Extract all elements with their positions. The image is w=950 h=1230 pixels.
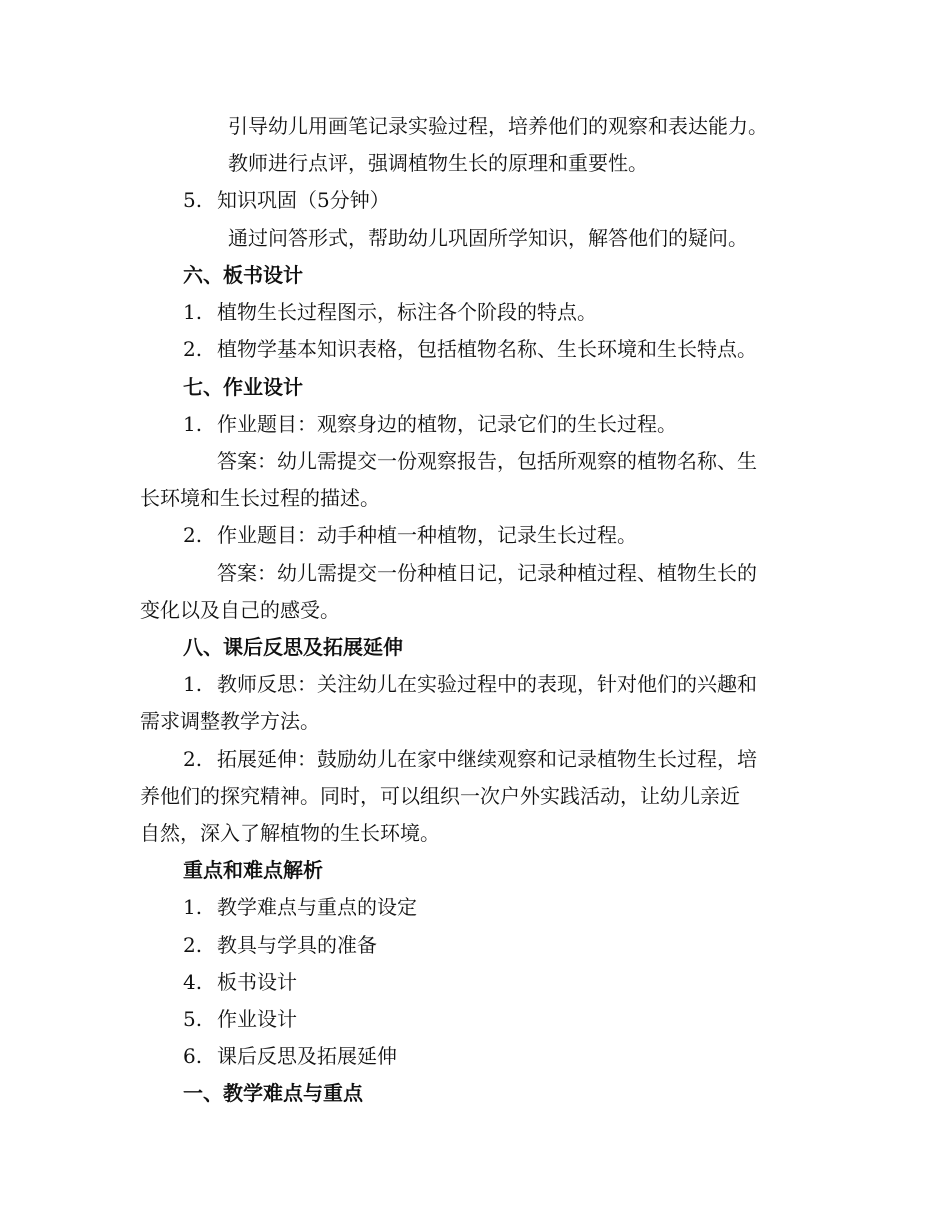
list-number: 6. xyxy=(183,1044,203,1068)
paragraph-line: 自然，深入了解植物的生长环境。 xyxy=(140,821,440,845)
list-number: 5. xyxy=(183,1007,203,1031)
list-item-text: 板书设计 xyxy=(217,970,297,994)
list-item-text: 植物生长过程图示，标注各个阶段的特点。 xyxy=(217,300,597,324)
list-item xyxy=(183,1042,397,1070)
list-item xyxy=(183,1005,297,1033)
section-heading: 一、教学难点与重点 xyxy=(183,1081,363,1105)
list-number: 1. xyxy=(183,300,203,324)
paragraph-line: 教师进行点评，强调植物生长的原理和重要性。 xyxy=(228,151,648,175)
list-number: 1. xyxy=(183,895,203,919)
section-heading: 七、作业设计 xyxy=(183,375,303,399)
list-number: 1. xyxy=(183,412,203,436)
paragraph-line: 答案：幼儿需提交一份观察报告，包括所观察的植物名称、生 xyxy=(217,449,757,473)
paragraph-line: 需求调整教学方法。 xyxy=(140,709,320,733)
paragraph-line: 养他们的探究精神。同时，可以组织一次户外实践活动，让幼儿亲近 xyxy=(140,784,740,808)
list-item-text: 拓展延伸：鼓励幼儿在家中继续观察和记录植物生长过程，培 xyxy=(217,747,757,771)
list-item-text: 作业题目：动手种植一种植物，记录生长过程。 xyxy=(217,523,637,547)
section-heading: 六、板书设计 xyxy=(183,263,303,287)
list-number: 2. xyxy=(183,337,203,361)
list-item xyxy=(183,521,637,549)
section-heading: 八、课后反思及拓展延伸 xyxy=(183,635,403,659)
paragraph-line: 变化以及自己的感受。 xyxy=(140,598,340,622)
list-item-text: 植物学基本知识表格，包括植物名称、生长环境和生长特点。 xyxy=(217,337,757,361)
list-item-text: 教师反思：关注幼儿在实验过程中的表现，针对他们的兴趣和 xyxy=(217,672,757,696)
paragraph-line: 通过问答形式，帮助幼儿巩固所学知识，解答他们的疑问。 xyxy=(228,226,748,250)
section-heading: 重点和难点解析 xyxy=(183,858,323,882)
list-number: 2. xyxy=(183,523,203,547)
list-number: 4. xyxy=(183,970,203,994)
list-item-text: 作业题目：观察身边的植物，记录它们的生长过程。 xyxy=(217,412,677,436)
list-item xyxy=(183,186,390,214)
list-item xyxy=(183,410,677,438)
paragraph-line: 引导幼儿用画笔记录实验过程，培养他们的观察和表达能力。 xyxy=(228,114,768,138)
paragraph-line: 答案：幼儿需提交一份种植日记，记录种植过程、植物生长的 xyxy=(217,561,757,585)
paragraph-line: 长环境和生长过程的描述。 xyxy=(140,486,380,510)
list-number: 2. xyxy=(183,933,203,957)
list-item xyxy=(183,335,757,363)
list-item xyxy=(183,298,597,326)
list-item xyxy=(183,745,757,773)
list-item-text: 教具与学具的准备 xyxy=(217,933,377,957)
list-item-text: 作业设计 xyxy=(217,1007,297,1031)
list-item xyxy=(183,931,377,959)
list-item-text: 课后反思及拓展延伸 xyxy=(217,1044,397,1068)
list-item xyxy=(183,968,297,996)
list-item xyxy=(183,893,417,921)
list-number: 1. xyxy=(183,672,203,696)
list-item-text: 教学难点与重点的设定 xyxy=(217,895,417,919)
list-item-text: 知识巩固（5分钟） xyxy=(217,188,390,212)
list-item xyxy=(183,670,757,698)
list-number: 5. xyxy=(183,188,203,212)
list-number: 2. xyxy=(183,747,203,771)
